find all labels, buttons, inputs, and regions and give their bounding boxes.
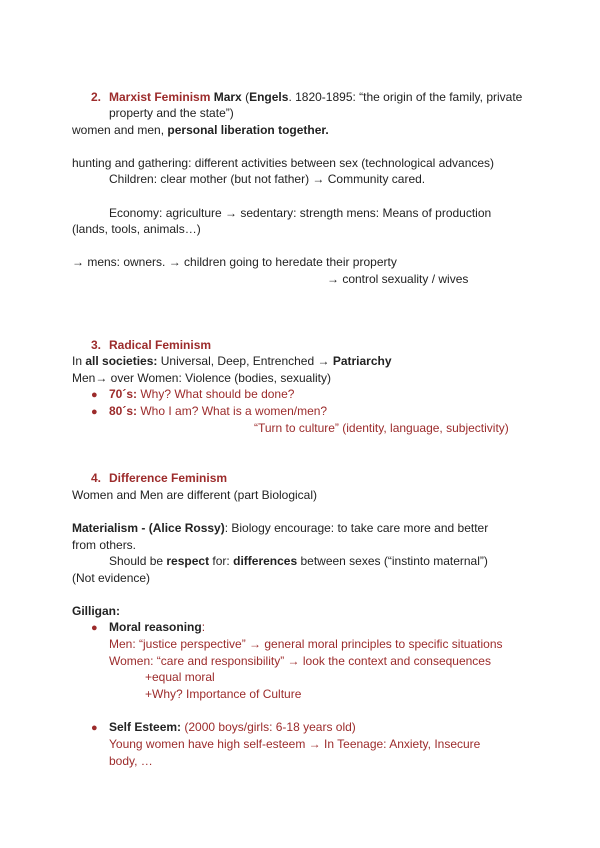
bullet-item-moral-reasoning — [109, 619, 205, 636]
engels-citation: . 1820-1895: “the origin of the family, private — [288, 90, 523, 104]
bullet-text-70s: Why? What should be done? — [137, 387, 295, 401]
section-title-difference-feminism: Difference Feminism — [109, 471, 228, 485]
text-line-young-women: Young women have high self-esteem → In Teenage: Anxiety, Insecure — [109, 737, 481, 751]
bullet-label-70s: 70´s: — [109, 387, 138, 401]
text-line-all-societies — [72, 353, 392, 370]
bullet-label-moral-reasoning: Moral reasoning — [109, 620, 202, 634]
section-2-heading-line — [109, 89, 522, 106]
bullet-item-self-esteem — [109, 719, 356, 736]
text-bold-differences: differences — [233, 554, 298, 568]
text-line-men-justice: Men: “justice perspective” → general moral principles to specific situations — [109, 637, 503, 651]
text-line-body: body, … — [109, 754, 153, 768]
bullet-icon: ● — [91, 389, 98, 401]
bullet-label-80s: 80´s: — [109, 404, 138, 418]
text-bold-respect: respect — [166, 554, 210, 568]
bullet-label-self-esteem: Self Esteem: — [109, 720, 182, 734]
text-line-children: Children: clear mother (but not father) → Community cared. — [109, 172, 426, 186]
engels-citation-continued: property and the state”) — [109, 106, 234, 120]
text-bold-all-societies: all societies: — [85, 354, 158, 368]
bullet-icon: ● — [91, 406, 98, 418]
section-number-2: 2. — [91, 90, 102, 104]
text-line-equal-moral: +equal moral — [145, 670, 215, 684]
text-line-mens-owners: → mens: owners. → children going to heredate their property — [72, 255, 397, 269]
section-number-4: 4. — [91, 471, 102, 485]
paren-open: ( — [241, 90, 250, 104]
bullet-item-80s — [109, 403, 327, 420]
bullet-text-80s: Who I am? What is a women/men? — [137, 404, 328, 418]
text-line-control-sexuality: → control sexuality / wives — [327, 272, 469, 286]
text-plain: Universal, Deep, Entrenched → — [157, 354, 333, 368]
text-line-lands-tools: (lands, tools, animals…) — [72, 222, 201, 236]
bullet-item-70s — [109, 386, 294, 403]
text-line-not-evidence: (Not evidence) — [72, 571, 151, 585]
text-bold-gilligan: Gilligan: — [72, 604, 120, 618]
section-number-3: 3. — [91, 338, 102, 352]
bullet-icon: ● — [91, 622, 98, 634]
text-line-women-men-different: Women and Men are different (part Biological) — [72, 488, 318, 502]
author-marx: Marx — [213, 90, 242, 104]
text-plain: for: — [209, 554, 234, 568]
section-title-radical-feminism: Radical Feminism — [109, 338, 212, 352]
text-line-hunting-gathering: hunting and gathering: different activities between sex (technological advances) — [72, 156, 495, 170]
text-line-should-be-respect — [109, 553, 488, 570]
text-bold-materialism: Materialism - (Alice Rossy) — [72, 521, 225, 535]
text-line-women-care: Women: “care and responsibility” → look the context and consequences — [109, 654, 491, 668]
text-line-materialism — [72, 520, 488, 537]
bullet-text-self-esteem: (2000 boys/girls: 6-18 years old) — [181, 720, 356, 734]
text-line-economy: Economy: agriculture → sedentary: strength mens: Means of production — [109, 206, 492, 220]
text-bold-patriarchy: Patriarchy — [332, 354, 392, 368]
text-plain: between sexes (“instinto maternal”) — [297, 554, 488, 568]
text-line-from-others: from others. — [72, 538, 137, 552]
text-plain: Should be — [109, 554, 167, 568]
text-line-men-over-women: Men→ over Women: Violence (bodies, sexuality) — [72, 371, 332, 385]
colon: : — [201, 620, 206, 634]
bullet-icon: ● — [91, 722, 98, 734]
section-title-marxist-feminism: Marxist Feminism — [109, 90, 211, 104]
text-line — [72, 122, 329, 139]
text-plain: In — [72, 354, 86, 368]
text-bold-personal-liberation: personal liberation together. — [167, 123, 329, 137]
text-line-turn-to-culture: “Turn to culture” (identity, language, subjectivity) — [254, 421, 509, 435]
text-plain: : Biology encourage: to take care more and better — [224, 521, 489, 535]
text-line-importance-culture: +Why? Importance of Culture — [145, 687, 302, 701]
author-engels: Engels — [249, 90, 289, 104]
text-plain: women and men, — [72, 123, 168, 137]
